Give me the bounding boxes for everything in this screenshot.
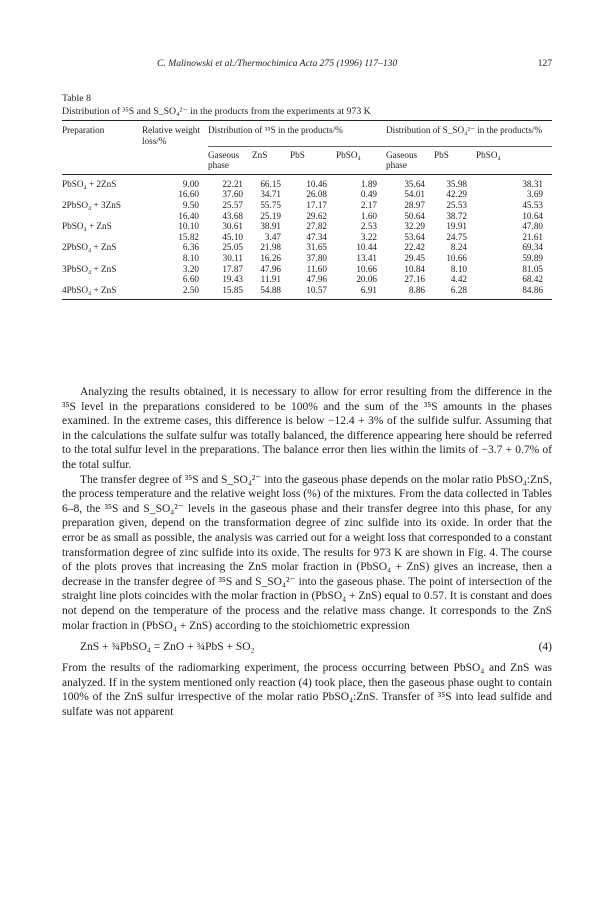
- cell: 6.28: [434, 285, 476, 300]
- row-preparation: [62, 189, 142, 200]
- cell: 43.68: [222, 210, 243, 221]
- cell: 27.16: [404, 274, 425, 285]
- subheader-pbs-2: PbS: [434, 146, 476, 174]
- cell: 2.53: [360, 221, 377, 232]
- row-preparation: [62, 211, 142, 222]
- cell: 34.71: [260, 189, 281, 200]
- cell: 38.91: [260, 221, 281, 232]
- cell: 66.15: [260, 178, 281, 189]
- cell: 19.91: [446, 221, 467, 232]
- subheader-zns: ZnS: [252, 146, 290, 174]
- cell: 47.34: [306, 231, 327, 242]
- cell: 38.72: [446, 210, 467, 221]
- subheader-pbs: PbS: [290, 146, 336, 174]
- header-relative-weight-loss: Relative weight loss/%: [142, 121, 208, 147]
- paragraph-error-analysis: Analyzing the results obtained, it is necessary to allow for error resulting from the difference in the ³⁵S level in the preparations considered to be 100% and the sum of the ³⁵S amounts in the phases examined. In the extreme cases, this difference is below −12.4 + 3% of the sulfide sulfur. Assuming that in the calculations the sulfate sulfur was totally balanced, the difference appearing here should be referred to the total sulfur level in the preparations. The balance error then lies within the limits of −3.7 + 0.7% of the total sulfur.: [62, 386, 552, 471]
- cell: 19.43: [222, 274, 243, 285]
- cell: 42.29: [446, 189, 467, 200]
- cell: 22.42: [404, 242, 425, 253]
- cell: 81.05: [522, 263, 543, 274]
- table-subheader-row: [62, 146, 552, 174]
- cell: 2.17: [360, 200, 377, 211]
- running-head-citation: C. Malinowski et al./Thermochimica Acta 275 (1996) 117–130: [157, 58, 398, 69]
- row-preparation: [62, 232, 142, 243]
- cell: 9.50: [182, 200, 199, 211]
- cell: 31.65: [306, 242, 327, 253]
- table-body: [62, 174, 552, 300]
- cell: 10.44: [356, 242, 377, 253]
- cell: 6.91: [336, 285, 386, 300]
- cell: 25.05: [222, 242, 243, 253]
- cell: 11.60: [306, 263, 327, 274]
- cell: 53.64: [404, 231, 425, 242]
- cell: 15.82: [178, 231, 199, 242]
- page-number: 127: [537, 58, 552, 69]
- table-label: Table 8: [62, 93, 91, 104]
- cell: 25.19: [260, 210, 281, 221]
- table-row: [62, 221, 552, 232]
- cell: 17.17: [306, 200, 327, 211]
- cell: 45.53: [522, 200, 543, 211]
- header-preparation: Preparation: [62, 121, 142, 147]
- cell: 3.20: [182, 263, 199, 274]
- cell: 47.96: [260, 263, 281, 274]
- paragraph-transfer-degree: The transfer degree of ³⁵S and S_SO₄²⁻ into the gaseous phase depends on the molar ratio PbSO₄:ZnS, the process temperature and the relative weight loss (%) of the mixtures. From the data collected in Tables 6–8, the ³⁵S and S_SO₄²⁻ levels in the gaseous phase and their transfer degree into this phase, for any preparation given, depend on the transformation degree of zinc sulfide into its oxide. In order that the error be as small as possible, the analysis was carried out for a weight loss that corresponded to a constant transformation degree of zinc sulfide into its oxide. The results for 973 K are shown in Fig. 4. The course of the plots proves that increasing the ZnS molar fraction in (PbSO₄ + ZnS) gives an increase, then a decrease in the transfer degree of ³⁵S and S_SO₄²⁻ into the gaseous phase. The point of intersection of the straight line plots coincides with the molar fraction in (PbSO₄ + ZnS) equal to 0.57. It is constant and does not depend on the temperature of the process and the relative mass change. It corresponds to the ZnS molar fraction in (PbSO₄ + ZnS) according to the stoichiometric expression: [62, 473, 552, 632]
- cell: 22.21: [222, 178, 243, 189]
- table-row: [62, 174, 552, 189]
- row-preparation: [62, 274, 142, 285]
- running-head: [62, 58, 552, 72]
- cell: 16.40: [178, 210, 199, 221]
- cell: 16.60: [178, 189, 199, 200]
- cell: 21.98: [260, 242, 281, 253]
- cell: 26.08: [306, 189, 327, 200]
- cell: 4.42: [450, 274, 467, 285]
- row-preparation: PbSO₄ + ZnS: [62, 221, 112, 232]
- cell: 17.87: [222, 263, 243, 274]
- cell: 25.53: [446, 200, 467, 211]
- cell: 10.66: [446, 253, 467, 264]
- cell: 2.50: [142, 285, 208, 300]
- cell: 29.62: [306, 210, 327, 221]
- row-preparation: [62, 253, 142, 264]
- subheader-gaseous-phase-2: Gaseous phase: [386, 146, 434, 174]
- cell: 37.80: [306, 253, 327, 264]
- cell: 69.34: [522, 242, 543, 253]
- row-preparation: 2PbSO₄ + 3ZnS: [62, 200, 121, 211]
- table-row: [62, 264, 552, 275]
- row-preparation: PbSO₄ + 2ZnS: [62, 178, 117, 189]
- row-preparation: 2PbSO₄ + ZnS: [62, 242, 117, 253]
- table-caption: Distribution of ³⁵S and S_SO₄²⁻ in the products from the experiments at 973 K: [62, 105, 371, 117]
- table-header-row: [62, 121, 552, 147]
- cell: 16.26: [260, 253, 281, 264]
- cell: 8.86: [386, 285, 434, 300]
- cell: 54.88: [252, 285, 290, 300]
- cell: 8.24: [450, 242, 467, 253]
- cell: 8.10: [450, 263, 467, 274]
- cell: 10.84: [404, 263, 425, 274]
- subheader-pbso4: PbSO₄: [336, 146, 386, 174]
- cell: 15.85: [208, 285, 252, 300]
- cell: 1.60: [360, 210, 377, 221]
- cell: 0.49: [360, 189, 377, 200]
- equation-4: [62, 637, 552, 659]
- cell: 47.96: [306, 274, 327, 285]
- cell: 32.29: [404, 221, 425, 232]
- cell: 28.97: [404, 200, 425, 211]
- table-caption-block: [62, 93, 552, 118]
- cell: 30.61: [222, 221, 243, 232]
- cell: 3.47: [264, 231, 281, 242]
- table-row: [62, 242, 552, 253]
- header-distribution-sso4: Distribution of S_SO₄²⁻ in the products/%: [386, 121, 552, 147]
- table-row: [62, 232, 552, 243]
- cell: 68.42: [522, 274, 543, 285]
- cell: 30.11: [222, 253, 243, 264]
- cell: 37.60: [222, 189, 243, 200]
- table-row: [62, 211, 552, 222]
- cell: 55.75: [260, 200, 281, 211]
- cell: 6.36: [182, 242, 199, 253]
- cell: 9.00: [182, 178, 199, 189]
- cell: 35.64: [404, 178, 425, 189]
- table-row: [62, 189, 552, 200]
- row-preparation: 4PbSO₄ + ZnS: [62, 285, 142, 300]
- cell: 3.69: [526, 189, 543, 200]
- cell: 38.31: [522, 178, 543, 189]
- cell: 24.75: [446, 231, 467, 242]
- cell: 13.41: [356, 253, 377, 264]
- body-text: [62, 385, 552, 719]
- cell: 50.64: [404, 210, 425, 221]
- table-row: [62, 285, 552, 300]
- cell: 10.64: [522, 210, 543, 221]
- cell: 29.45: [404, 253, 425, 264]
- distribution-table: [62, 120, 552, 300]
- cell: 59.89: [522, 253, 543, 264]
- cell: 54.01: [404, 189, 425, 200]
- cell: 10.10: [178, 221, 199, 232]
- cell: 10.66: [356, 263, 377, 274]
- cell: 10.46: [306, 178, 327, 189]
- cell: 45.10: [222, 231, 243, 242]
- equation-expression: ZnS + ¾PbSO₄ = ZnO + ¾PbS + SO₂: [80, 641, 255, 654]
- cell: 20.06: [356, 274, 377, 285]
- cell: 11.91: [260, 274, 281, 285]
- cell: 25.57: [222, 200, 243, 211]
- cell: 35.98: [446, 178, 467, 189]
- cell: 84.86: [476, 285, 552, 300]
- paragraph-radiomarking: From the results of the radiomarking experiment, the process occurring between PbSO₄ and ZnS was analyzed. If in the system mentioned only reaction (4) took place, then the gaseous phase ought to contain 100% of the ZnS sulfur irrespective of the molar ratio PbSO₄:ZnS. Transfer of ³⁵S into lead sulfide and sulfate was not apparent: [62, 662, 552, 718]
- cell: 8.10: [182, 253, 199, 264]
- subheader-gaseous-phase: Gaseous phase: [208, 146, 252, 174]
- cell: 21.61: [522, 231, 543, 242]
- cell: 6.60: [182, 274, 199, 285]
- table-row: [62, 200, 552, 211]
- subheader-pbso4-2: PbSO₄: [476, 146, 552, 174]
- cell: 10.57: [290, 285, 336, 300]
- equation-number: (4): [538, 641, 552, 654]
- cell: 3.22: [360, 231, 377, 242]
- cell: 1.89: [360, 178, 377, 189]
- table-row: [62, 253, 552, 264]
- row-preparation: 3PbSO₄ + ZnS: [62, 263, 117, 274]
- cell: 47.80: [522, 221, 543, 232]
- table-row: [62, 274, 552, 285]
- cell: 27.82: [306, 221, 327, 232]
- header-distribution-35s: Distribution of ³⁵S in the products/%: [208, 121, 386, 147]
